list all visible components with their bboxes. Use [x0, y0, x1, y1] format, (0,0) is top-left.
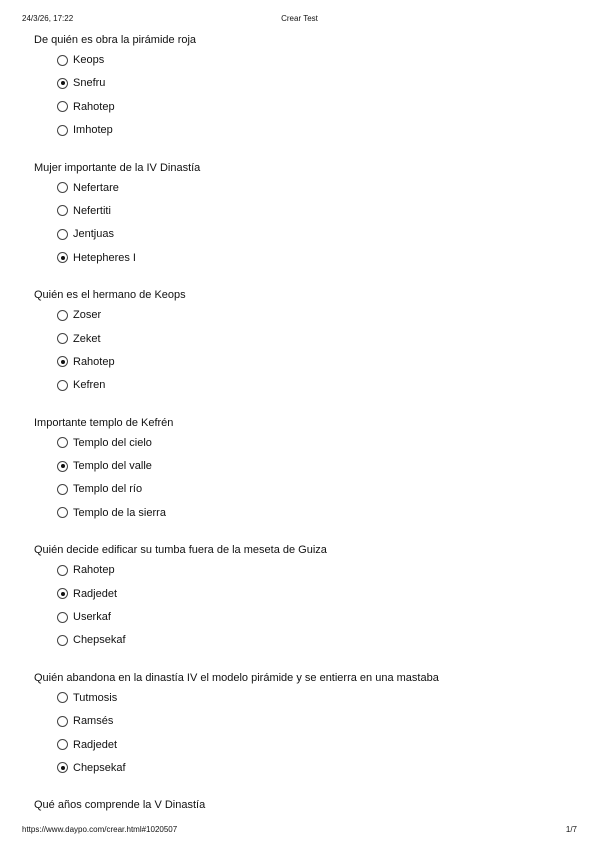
answer-label: Nefertare — [73, 181, 119, 194]
answer-label: Radjedet — [73, 587, 118, 600]
answer-label: Kefren — [73, 379, 106, 392]
answer-option[interactable] — [57, 588, 574, 611]
answer-option[interactable] — [57, 564, 574, 587]
answer-label: Templo del valle — [73, 460, 152, 473]
answer-label: Tutmosis — [73, 691, 118, 704]
quiz-questions — [34, 33, 574, 826]
answer-label: Snefru — [73, 77, 106, 90]
radio-unselected-icon[interactable] — [57, 310, 68, 321]
answer-label: Imhotep — [73, 124, 113, 137]
radio-unselected-icon[interactable] — [57, 716, 68, 727]
answer-label: Jentjuas — [73, 228, 114, 241]
page-number: 1/7 — [565, 825, 577, 834]
answer-options — [34, 182, 574, 276]
answer-label: Radjedet — [73, 738, 118, 751]
answer-option[interactable] — [57, 611, 574, 634]
answer-option[interactable] — [57, 507, 574, 530]
radio-unselected-icon[interactable] — [57, 612, 68, 623]
answer-options — [34, 309, 574, 403]
answer-option[interactable] — [57, 483, 574, 506]
question — [34, 161, 574, 276]
question — [34, 33, 574, 148]
answer-label: Hetepheres I — [73, 251, 136, 264]
answer-label: Keops — [73, 54, 105, 66]
radio-unselected-icon[interactable] — [57, 55, 68, 66]
answer-option[interactable] — [57, 77, 574, 100]
answer-label: Chepsekaf — [73, 761, 126, 774]
answer-label: Chepsekaf — [73, 634, 126, 647]
footer-url[interactable]: https://www.daypo.com/crear.html#1020507 — [22, 825, 178, 834]
answer-options — [34, 437, 574, 531]
radio-unselected-icon[interactable] — [57, 692, 68, 703]
radio-unselected-icon[interactable] — [57, 229, 68, 240]
radio-unselected-icon[interactable] — [57, 437, 68, 448]
question — [34, 288, 574, 403]
answer-option[interactable] — [57, 205, 574, 228]
question — [34, 543, 574, 658]
radio-unselected-icon[interactable] — [57, 182, 68, 193]
question — [34, 798, 574, 813]
answer-option[interactable] — [57, 739, 574, 762]
answer-options — [34, 54, 574, 148]
radio-selected-icon[interactable] — [57, 252, 68, 263]
radio-unselected-icon[interactable] — [57, 507, 68, 518]
question-text: Qué años comprende la V Dinastía — [34, 799, 206, 812]
answer-option[interactable] — [57, 124, 574, 147]
radio-selected-icon[interactable] — [57, 762, 68, 773]
answer-option[interactable] — [57, 762, 574, 785]
answer-option[interactable] — [57, 356, 574, 379]
question-text: De quién es obra la pirámide roja — [34, 34, 197, 46]
answer-option[interactable] — [57, 634, 574, 657]
question — [34, 671, 574, 786]
answer-option[interactable] — [57, 182, 574, 205]
radio-unselected-icon[interactable] — [57, 635, 68, 646]
radio-selected-icon[interactable] — [57, 78, 68, 89]
answer-options — [34, 692, 574, 786]
question-text: Mujer importante de la IV Dinastía — [34, 161, 201, 174]
answer-option[interactable] — [57, 309, 574, 332]
radio-unselected-icon[interactable] — [57, 101, 68, 112]
radio-selected-icon[interactable] — [57, 461, 68, 472]
question-text: Quién abandona en la dinastía IV el modelo pirámide y se entierra en una mastaba — [34, 671, 439, 684]
answer-option[interactable] — [57, 101, 574, 124]
answer-option[interactable] — [57, 54, 574, 77]
radio-unselected-icon[interactable] — [57, 205, 68, 216]
radio-unselected-icon[interactable] — [57, 380, 68, 391]
answer-label: Zoser — [73, 309, 102, 322]
answer-option[interactable] — [57, 379, 574, 402]
answer-option[interactable] — [57, 437, 574, 460]
radio-unselected-icon[interactable] — [57, 125, 68, 136]
answer-label: Templo del cielo — [73, 436, 152, 449]
radio-unselected-icon[interactable] — [57, 484, 68, 495]
page-title: Crear Test — [281, 14, 318, 23]
answer-label: Rahotep — [73, 564, 115, 577]
question — [34, 416, 574, 531]
radio-selected-icon[interactable] — [57, 356, 68, 367]
answer-option[interactable] — [57, 228, 574, 251]
answer-label: Templo del río — [73, 483, 143, 496]
answer-label: Nefertiti — [73, 204, 111, 217]
answer-label: Rahotep — [73, 355, 115, 368]
answer-option[interactable] — [57, 460, 574, 483]
answer-option[interactable] — [57, 692, 574, 715]
answer-label: Userkaf — [73, 611, 111, 624]
question-text: Importante templo de Kefrén — [34, 416, 174, 429]
radio-unselected-icon[interactable] — [57, 739, 68, 750]
question-text: Quién decide edificar su tumba fuera de la meseta de Guiza — [34, 544, 327, 557]
print-datetime: 24/3/26, 17:22 — [22, 14, 74, 23]
question-text: Quién es el hermano de Keops — [34, 289, 186, 302]
answer-label: Ramsés — [73, 715, 114, 728]
answer-label: Rahotep — [73, 100, 115, 113]
answer-option[interactable] — [57, 333, 574, 356]
answer-option[interactable] — [57, 252, 574, 275]
radio-selected-icon[interactable] — [57, 588, 68, 599]
radio-unselected-icon[interactable] — [57, 565, 68, 576]
answer-option[interactable] — [57, 715, 574, 738]
radio-unselected-icon[interactable] — [57, 333, 68, 344]
answer-label: Zeket — [73, 332, 101, 345]
answer-options — [34, 564, 574, 658]
answer-label: Templo de la sierra — [73, 506, 166, 519]
